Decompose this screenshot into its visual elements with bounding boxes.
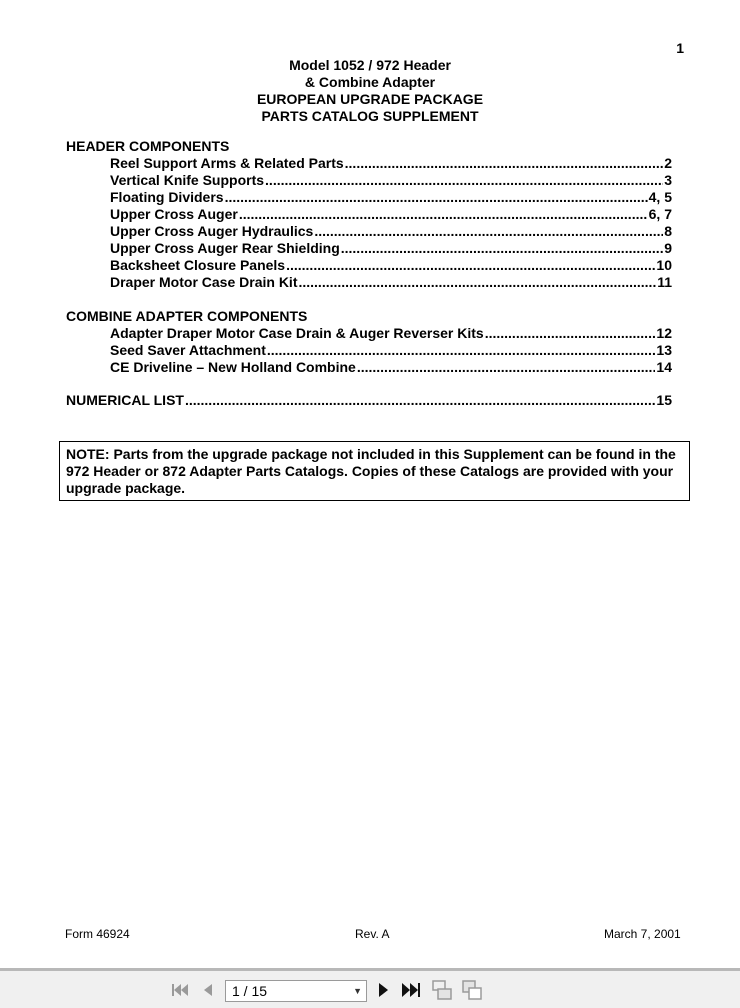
toc-entry-page: 10 (656, 257, 672, 273)
toc-entry-title: Seed Saver Attachment (110, 342, 266, 358)
toc-section-heading: HEADER COMPONENTS (66, 138, 230, 154)
toc-entry-title: Reel Support Arms & Related Parts (110, 155, 344, 171)
toc-entry-page: 13 (656, 342, 672, 358)
dot-leader (286, 257, 655, 274)
toc-entry-title: Draper Motor Case Drain Kit (110, 274, 298, 290)
toc-entry-page: 12 (656, 325, 672, 341)
page-indicator: 1 / 15 (232, 983, 268, 999)
dot-leader (185, 392, 655, 409)
chevron-down-icon: ▼ (353, 986, 362, 996)
previous-page-icon[interactable] (199, 980, 217, 1000)
toc-entry-title: Adapter Draper Motor Case Drain & Auger Reverser Kits (110, 325, 484, 341)
dot-leader (341, 240, 663, 257)
toc-section-header-components (66, 138, 672, 291)
dot-leader (345, 155, 664, 172)
toc-entry-title: Floating Dividers (110, 189, 224, 205)
toc-entry-title: Vertical Knife Supports (110, 172, 265, 188)
dot-leader (267, 342, 656, 359)
toc-entry[interactable] (66, 172, 672, 189)
toc-entry[interactable] (66, 189, 672, 206)
toc-entry-page: 9 (664, 240, 672, 256)
toc-entry-page: 4, 5 (648, 189, 672, 205)
toc-section-heading: COMBINE ADAPTER COMPONENTS (66, 308, 308, 324)
toc-entry[interactable] (66, 223, 672, 240)
toc-entry-title: Upper Cross Auger (110, 206, 238, 222)
toc-entry-page: 11 (657, 274, 672, 290)
toc-entry[interactable] (66, 274, 672, 291)
toc-entry-title: CE Driveline – New Holland Combine (110, 359, 356, 375)
toc-entry-page: 8 (664, 223, 672, 239)
footer-form-number: Form 46924 (65, 927, 130, 941)
footer-date: March 7, 2001 (604, 927, 681, 941)
title-line: Model 1052 / 972 Header (289, 57, 451, 73)
dot-leader (485, 325, 656, 342)
dot-leader (225, 189, 648, 206)
toc-entry[interactable] (66, 392, 672, 409)
toc-entry-page: 15 (656, 392, 672, 408)
page-number: 1 (676, 40, 684, 56)
toc-entry-page: 6, 7 (648, 206, 672, 222)
dot-leader (314, 223, 663, 240)
next-page-icon[interactable] (374, 980, 392, 1000)
toc-entry[interactable] (66, 359, 672, 376)
single-page-view-icon[interactable] (430, 980, 454, 1000)
toc-section-combine-adapter (66, 308, 672, 376)
dot-leader (239, 206, 648, 223)
toc-entry[interactable] (66, 257, 672, 274)
footer-revision: Rev. A (355, 927, 390, 941)
title-line: EUROPEAN UPGRADE PACKAGE (256, 91, 484, 107)
note-box: NOTE: Parts from the upgrade package not included in this Supplement can be found in the 972 Header or 872 Adapter Parts Catalogs. Copies of these Catalogs are provided with your upgrade package. (59, 441, 690, 501)
toc-numerical-list (66, 392, 672, 409)
last-page-icon[interactable] (400, 980, 422, 1000)
toc-entry-title: NUMERICAL LIST (66, 392, 184, 408)
toc-entry[interactable] (66, 240, 672, 257)
toc-entry-page: 14 (656, 359, 672, 375)
dot-leader (357, 359, 656, 376)
toc-entry[interactable] (66, 155, 672, 172)
document-title (0, 57, 740, 125)
dot-leader (265, 172, 663, 189)
first-page-icon[interactable] (170, 980, 190, 1000)
toc-entry[interactable] (66, 342, 672, 359)
toc-entry[interactable] (66, 325, 672, 342)
toc-entry-page: 3 (664, 172, 672, 188)
viewer-toolbar (0, 968, 740, 1008)
toc-entry-page: 2 (664, 155, 672, 171)
toc-entry-title: Upper Cross Auger Rear Shielding (110, 240, 340, 256)
title-line: PARTS CATALOG SUPPLEMENT (261, 108, 479, 124)
continuous-view-icon[interactable] (460, 980, 484, 1000)
dot-leader (298, 274, 656, 291)
toc-entry-title: Backsheet Closure Panels (110, 257, 286, 273)
title-line: & Combine Adapter (304, 74, 436, 90)
toc-entry[interactable] (66, 206, 672, 223)
page-number-select[interactable] (225, 980, 367, 1002)
toc-entry-title: Upper Cross Auger Hydraulics (110, 223, 314, 239)
